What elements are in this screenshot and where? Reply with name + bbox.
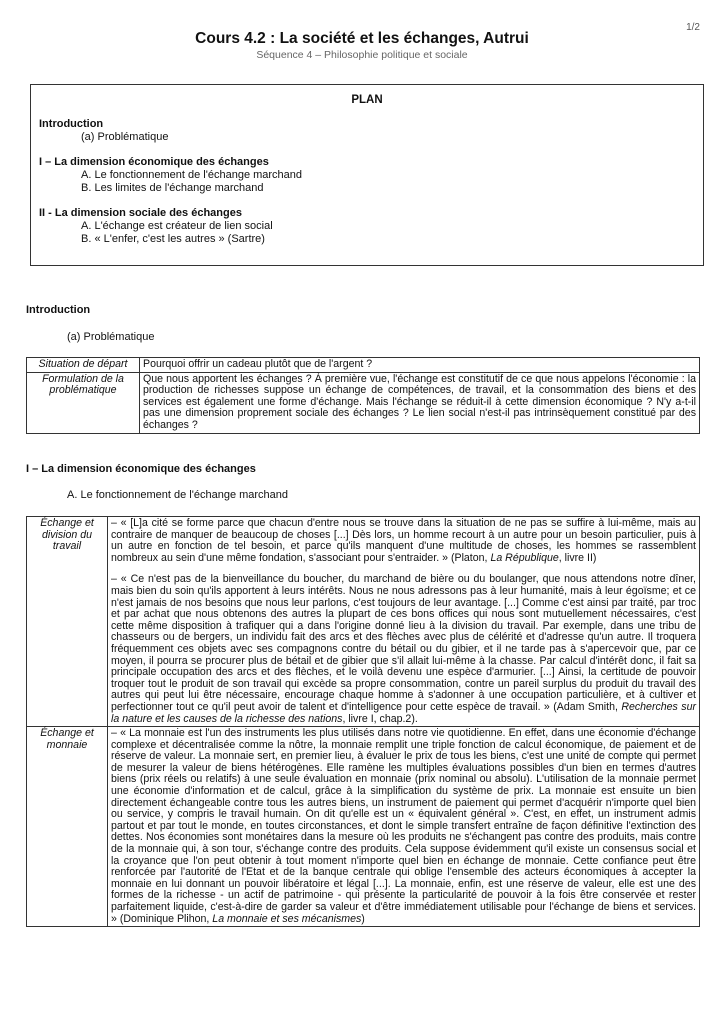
- plan-item: A. Le fonctionnement de l'échange marchand: [81, 169, 303, 181]
- quote-end: , livre I, chap.2).: [342, 712, 418, 725]
- plan-title: PLAN: [351, 94, 383, 106]
- quote-text: – « [L]a cité se forme parce que chacun d'entre nous se trouve dans la situation de ne pas se suffire à lui-même, mais au contraire de manquer de beaucoup de choses [...] Dès lors, un homme recourt à un autre pour un besoin particulier, puis à un autre en fonction de tel besoin, et parce qu'ils manquent d'une multitude de choses, les hommes se rassemblent nombreux au sein d'une même fondation, s'associant pour s'entraider. » (Platon,: [111, 517, 696, 564]
- row-label: Échange et monnaie: [27, 727, 108, 927]
- problematique-table: [26, 357, 700, 434]
- quote-plihon: [111, 728, 696, 925]
- plan-section-introduction: Introduction: [39, 118, 104, 130]
- quote-text: – « Ce n'est pas de la bienveillance du boucher, du marchand de bière ou du boulanger, que nous attendons notre dîner, mais bien du soin qu'ils apportent à leurs intérêts. Nous ne nous adressons pas à leur humanité, mais à leur égoïsme; et ce n'est jamais de nos besoins que nous leur parlons, c'est toujours de leur avantage. [...] Comme c'est ainsi par traité, par troc et par achat que nous obtenons des autres la plupart de ces bons offices qui nous sont mutuellement nécessaires, c'est cette même disposition à trafiquer qui a dans l'origine donné lieu à la division du travail. Par exemple, dans une tribu de chasseurs ou de bergers, un individu fait des arcs et des flèches avec plus de célérité et d'adresse qu'un autre. Il troquera fréquemment ces objets avec ses compagnons contre du bétail ou du gibier, et il ne tarde pas à s'apercevoir que, par ce moyen, il pourra se procurer plus de bétail et de gibier que s'il allait lui-même à la chasse. Par calcul d'intérêt donc, il fait sa principale occupation des arcs et des flèches, et le voilà devenu une espèce d'armurier. [...] Ainsi, la certitude de pouvoir troquer tout le produit de son travail qui excède sa propre consommation, contre un pareil surplus du produit du travail des autres qui peut lui être nécessaire, encourage chaque homme à s'adonner à une occupation particulière, et à cultiver et perfectionner tout ce qu'il peut avoir de talent et d'intelligence pour cette espèce de travail. » (Adam Smith,: [111, 573, 696, 713]
- table-row: [27, 517, 700, 727]
- section-heading-introduction: Introduction: [26, 304, 91, 316]
- table-row: [27, 358, 700, 373]
- table-row: [27, 372, 700, 433]
- row-text: Pourquoi offrir un cadeau plutôt que de l'argent ?: [140, 358, 700, 373]
- row-text: [108, 517, 700, 727]
- plan-box: [30, 84, 704, 266]
- document-title: Cours 4.2 : La société et les échanges, Autrui: [195, 30, 529, 47]
- plan-item: (a) Problématique: [81, 131, 169, 143]
- quote-end: ): [361, 912, 365, 925]
- plan-item: B. Les limites de l'échange marchand: [81, 182, 264, 194]
- table-row: [27, 727, 700, 927]
- work-title: La monnaie et ses mécanismes: [212, 912, 362, 925]
- quote-text: – « La monnaie est l'un des instruments les plus utilisés dans notre vie quotidienne. En effet, dans une économie d'échange complexe et décentralisée comme la nôtre, la monnaie remplit une triple fonction de calcul économique, de paiement et de réserve de valeur. La monnaie sert, en premier lieu, à évaluer le prix de tous les biens, c'est une unité de compte qui permet de mesurer la valeur de biens hétérogènes. Elle ramène les multiples évaluations possibles d'un bien en termes d'autres biens (prix réels ou relatifs) à une seule évaluation en monnaie (prix nominal ou absolu). L'utilisation de la monnaie permet une économie d'information et de calcul, grâce à la simplification du système de prix. La monnaie est ensuite un bien directement échangeable contre tous les autres biens, un instrument de paiement qui permet d'acquérir n'importe quel bien ou service, y compris le travail humain. On dit qu'elle est un « équivalent général ». C'est, en effet, un instrument admis partout et par tout le monde, en toutes circonstances, et dont le simple transfert entraîne de façon définitive l'extinction des dettes. Nos économies sont monétaires dans la mesure où les produits ne s'échangent pas contre des produits, mais contre de la monnaie qui, à son tour, s'échange contre des produits. Cela suppose évidemment qu'il existe un consensus social et la croyance que l'on peut obtenir à tout moment n'importe quel bien en échange de monnaie. Cette confiance peut être renforcée par l'autorité de l'Etat et de la banque centrale qui oblige l'ensemble des acteurs économiques à accepter la monnaie en lui donnant un pouvoir libératoire et légal [...]. La monnaie, enfin, est une réserve de valeur, elle est une des formes de la richesse - un actif de patrimoine - qui présente la particularité de pouvoir à la fois être conservée et rester parfaitement liquide, c'est-à-dire de garder sa valeur et d'être immédiatement utilisable pour l'échange de biens et services. » (Dominique Plihon,: [111, 727, 696, 925]
- subsection-heading-part1-a: A. Le fonctionnement de l'échange marchand: [67, 489, 289, 501]
- row-text: Que nous apportent les échanges ? À première vue, l'échange est constitutif de ce que nous appelons l'économie : la production de richesses suppose un échange de compétences, de travail, et la consommation des biens et des services est également une forme d'échange. Mais l'échange se réduit-il à cette dimension économique ? N'y a-t-il pas une dimension proprement sociale des échanges ? Le lien social n'est-il pas intrinsèquement constitué par des échanges ?: [140, 372, 700, 433]
- work-title: La République: [490, 551, 559, 564]
- page-number: 1/2: [686, 22, 700, 33]
- row-label: Échange et division du travail: [27, 517, 108, 727]
- quote-smith: [111, 574, 696, 725]
- row-label: Situation de départ: [27, 358, 140, 373]
- plan-section-1: I – La dimension économique des échanges: [39, 156, 269, 168]
- section-heading-part1: I – La dimension économique des échanges: [26, 463, 256, 475]
- row-text: [108, 727, 700, 927]
- document-subtitle: Séquence 4 – Philosophie politique et sociale: [256, 49, 468, 61]
- row-label: Formulation de la problématique: [27, 372, 140, 433]
- subsection-heading-problematique: (a) Problématique: [67, 331, 155, 343]
- work-title: Recherches sur la nature et les causes de la richesse des nations: [111, 700, 696, 725]
- quote-end: , livre II): [558, 551, 597, 564]
- plan-section-2: II - La dimension sociale des échanges: [39, 207, 242, 219]
- texts-table: [26, 516, 700, 927]
- quote-platon: [111, 518, 696, 564]
- plan-item: B. « L'enfer, c'est les autres » (Sartre): [81, 233, 265, 245]
- plan-item: A. L'échange est créateur de lien social: [81, 220, 273, 232]
